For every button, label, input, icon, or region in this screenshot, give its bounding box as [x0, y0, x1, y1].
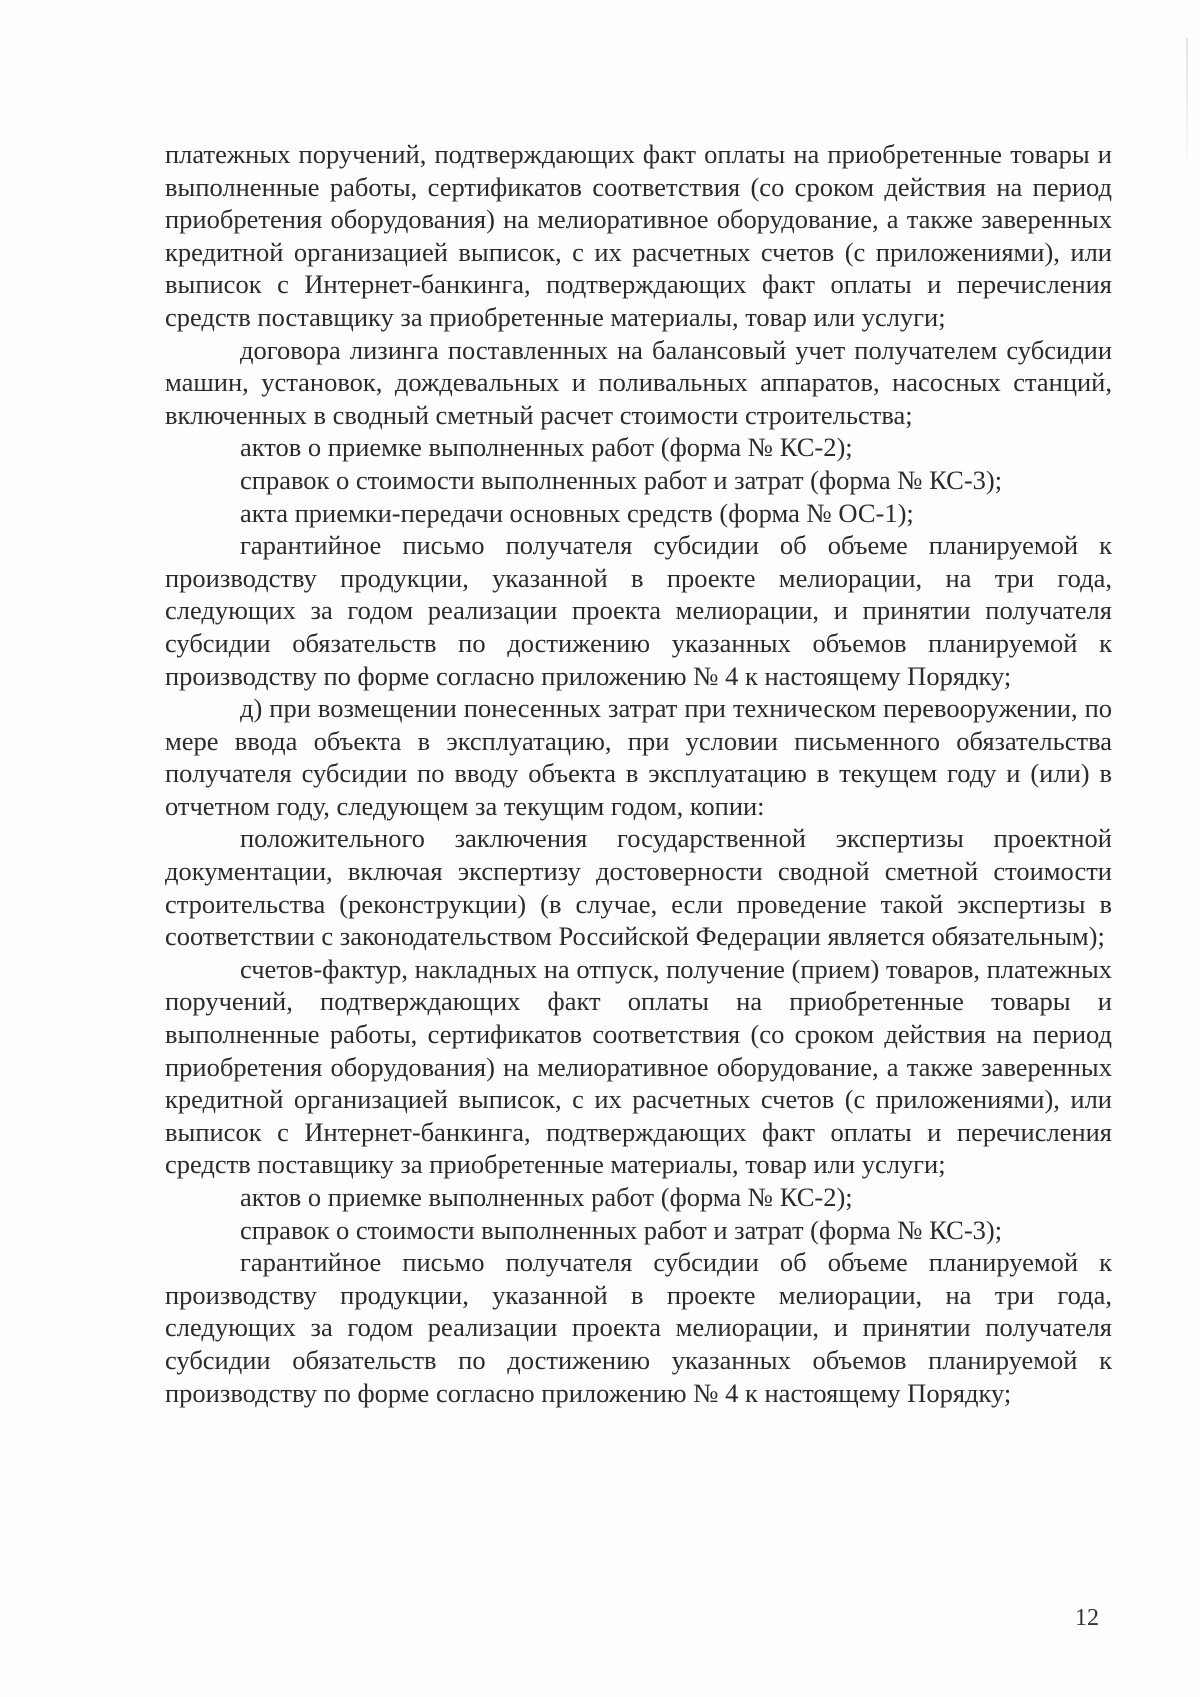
page-number: 12 [1075, 1605, 1099, 1631]
paragraph-ks2-acts: актов о приемке выполненных работ (форма № КС-2); [240, 432, 853, 463]
paragraph-ks3-certificates-repeat: справок о стоимости выполненных работ и затрат (форма № КС-3); [240, 1214, 1003, 1245]
scan-edge-mark [1186, 38, 1188, 158]
paragraph-state-expertise: положительного заключения государственной экспертизы проектной документации, включая экспертизу достоверности сводной сметной стоимости строительства (реконструкции) (в случае, если проведение такой экспертизы в соответствии с законодательством Российской Федерации является обязательным); [165, 823, 1112, 952]
paragraph-ks2-acts-repeat: актов о приемке выполненных работ (форма № КС-2); [240, 1182, 853, 1212]
paragraph-ks3-certificates: справок о стоимости выполненных работ и затрат (форма № КС-3); [240, 464, 1003, 495]
paragraph-leasing-agreement: договора лизинга поставленных на балансовый учет получателем субсидии машин, установок, дождевальных и поливальных аппаратов, насосных станций, включенных в сводный сметный расчет стоимости строительства; [165, 334, 1112, 430]
paragraph-invoices: счетов-фактур, накладных на отпуск, получение (прием) товаров, платежных поручений, подтверждающих факт оплаты на приобретенные товары и выполненные работы, сертификатов соответствия (со сроком действия на период приобретения оборудования) на мелиоративное оборудование, а также заверенных кредитной организацией выписок, с их расчетных счетов (с приложениями), или выписок с Интернет-банкинга, подтверждающих факт оплаты и перечисления средств поставщику за приобретенные материалы, товар или услуги; [165, 953, 1112, 1180]
paragraph-os1-act: акта приемки-передачи основных средств (форма № ОС-1); [240, 497, 914, 528]
paragraph-payment-orders: платежных поручений, подтверждающих факт оплаты на приобретенные товары и выполненные работы, сертификатов соответствия (со сроком действия на период приобретения оборудования) на мелиоративное оборудование, а также заверенных кредитной организацией выписок, с их расчетных счетов (с приложениями), или выписок с Интернет-банкинга, подтверждающих факт оплаты и перечисления средств поставщику за приобретенные материалы, товар или услуги; [165, 139, 1112, 332]
paragraph-guarantee-letter-repeat: гарантийное письмо получателя субсидии об объеме планируемой к производству продукции, указанной в проекте мелиорации, на три года, следующих за годом реализации проекта мелиорации, и принятии получателя субсидии обязательств по достижению указанных объемов планируемой к производству по форме согласно приложению № 4 к настоящему Порядку; [165, 1247, 1112, 1408]
paragraph-item-d: д) при возмещении понесенных затрат при техническом перевооружении, по мере ввода объекта в эксплуатацию, при условии письменного обязательства получателя субсидии по вводу объекта в эксплуатацию в текущем году и (или) в отчетном году, следующем за текущим годом, копии: [165, 693, 1112, 821]
document-body [165, 138, 1112, 1409]
paragraph-guarantee-letter: гарантийное письмо получателя субсидии об объеме планируемой к производству продукции, указанной в проекте мелиорации, на три года, следующих за годом реализации проекта мелиорации, и принятии получателя субсидии обязательств по достижению указанных объемов планируемой к производству по форме согласно приложению № 4 к настоящему Порядку; [165, 530, 1112, 691]
